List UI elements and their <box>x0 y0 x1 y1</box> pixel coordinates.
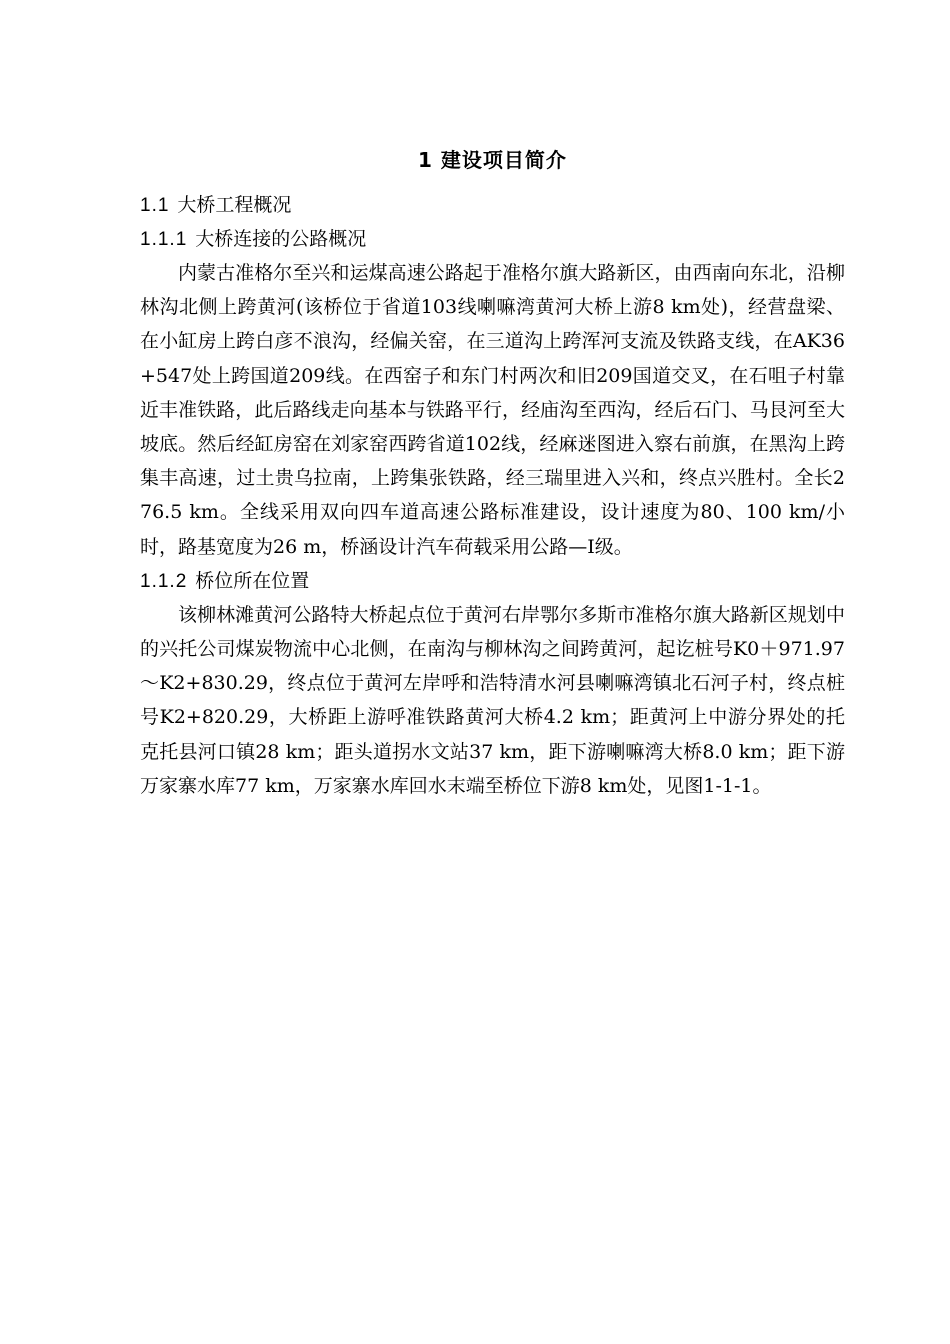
section-title: 桥位所在位置 <box>195 569 310 592</box>
section-number: 1.1 <box>140 195 170 216</box>
paragraph-highway-overview: 内蒙古准格尔至兴和运煤高速公路起于准格尔旗大路新区，由西南向东北，沿柳林沟北侧上跨黄河(该桥位于省道103线喇嘛湾黄河大桥上游8 km处)，经营盘梁、在小缸房上跨白彦不浪沟，经偏关窑，在三道沟上跨浑河支流及铁路支线，在AK36+547处上跨国道209线。在西窑子和东门村两次和旧209国道交叉，在石咀子村靠近丰准铁路，此后路线走向基本与铁路平行，经庙沟至西沟，经后石门、马艮河至大坡底。然后经缸房窑在刘家窑西跨省道102线，经麻迷图进入察右前旗，在黑沟上跨集丰高速，过土贵乌拉南，上跨集张铁路，经三瑞里进入兴和，终点兴胜村。全长276.5 km。全线采用双向四车道高速公路标准建设，设计速度为80、100 km/小时，路基宽度为26 m，桥涵设计汽车荷载采用公路—Ⅰ级。 <box>140 262 845 558</box>
section-title: 大桥连接的公路概况 <box>195 228 367 250</box>
document-page <box>140 142 845 803</box>
section-heading-1-1 <box>140 188 845 222</box>
section-title: 大桥工程概况 <box>177 194 292 216</box>
chapter-title: 1 建设项目简介 <box>418 148 567 172</box>
section-number: 1.1.1 <box>140 229 188 250</box>
section-number: 1.1.2 <box>140 570 188 592</box>
paragraph-bridge-location: 该柳林滩黄河公路特大桥起点位于黄河右岸鄂尔多斯市准格尔旗大路新区规划中的兴托公司煤炭物流中心北侧，在南沟与柳林沟之间跨黄河，起讫桩号K0＋971.97～K2+830.29，终点位于黄河左岸呼和浩特清水河县喇嘛湾镇北石河子村，终点桩号K2+820.29，大桥距上游呼准铁路黄河大桥4.2 km；距黄河上中游分界处的托克托县河口镇28 km；距头道拐水文站37 km，距下游喇嘛湾大桥8.0 km；距下游万家寨水库77 km，万家寨水库回水末端至桥位下游8 km处，见图1-1-1。 <box>140 603 845 797</box>
section-heading-1-1-1 <box>140 222 845 256</box>
section-heading-1-1-2 <box>140 564 845 598</box>
